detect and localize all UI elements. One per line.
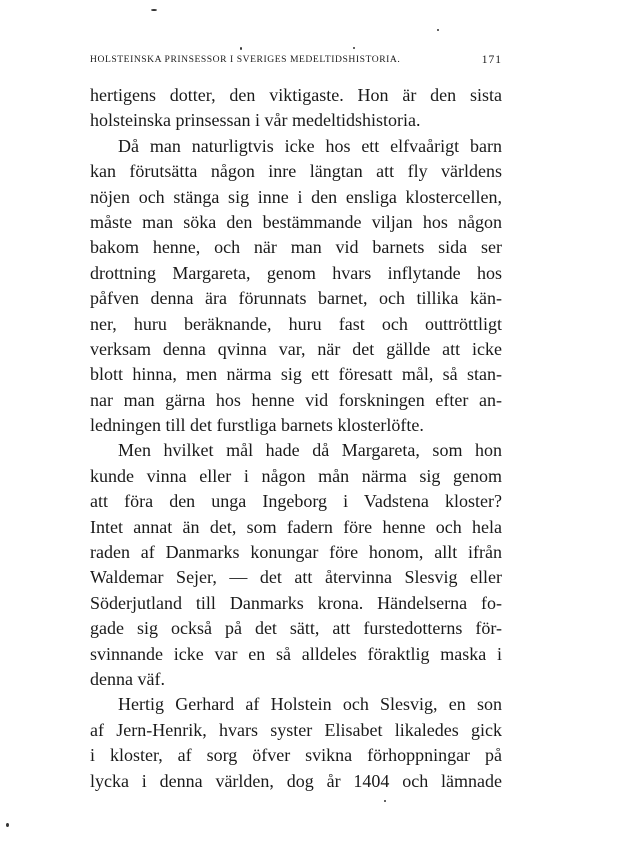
- text-line: i kloster, af sorg öfver svikna förhoppningar på: [90, 745, 502, 766]
- scan-speck: [151, 9, 157, 11]
- scan-speck: [437, 29, 439, 31]
- body-text: [90, 83, 502, 794]
- text-line: nar man gärna hos henne vid forskningen efter an-: [90, 389, 502, 410]
- scan-speck: [353, 47, 355, 49]
- text-line: Då man naturligtvis icke hos ett elfvaårigt barn: [118, 135, 502, 156]
- text-line: Intet annat än det, som fadern före henne och hela: [90, 516, 502, 537]
- scan-speck: [240, 47, 242, 50]
- text-line: Söderjutland till Danmarks krona. Händelserna fo-: [90, 592, 502, 613]
- text-line: gade sig också på det sätt, att furstedotterns för-: [90, 618, 502, 639]
- text-line: denna väf.: [90, 668, 165, 689]
- text-line: holsteinska prinsessan i vår medeltidshistoria.: [90, 110, 421, 131]
- text-line: Waldemar Sejer, — det att återvinna Slesvig eller: [90, 567, 502, 588]
- text-line: bakom henne, och när man vid barnets sida ser: [90, 237, 502, 258]
- text-line: kan förutsätta någon inre längtan att fly världens: [90, 161, 502, 182]
- text-line: raden af Danmarks konungar före honom, allt ifrån: [90, 542, 502, 563]
- page-number: 171: [481, 54, 502, 66]
- text-line: ledningen till det furstliga barnets klosterlöfte.: [90, 415, 424, 436]
- text-line: af Jern-Henrik, hvars syster Elisabet likaledes gick: [90, 719, 502, 740]
- text-line: att föra den unga Ingeborg i Vadstena kloster?: [90, 491, 502, 512]
- text-line: ner, huru beräknande, huru fast och outtröttligt: [90, 313, 502, 334]
- running-header: [90, 52, 502, 68]
- text-line: måste man söka den bestämmande viljan hos någon: [90, 211, 502, 232]
- text-line: drottning Margareta, genom hvars inflytande hos: [90, 262, 502, 283]
- text-line: påfven denna ära förunnats barnet, och tillika kän-: [90, 288, 502, 309]
- text-line: svinnande icke var en så alldeles föraktlig maska i: [90, 643, 502, 664]
- text-line: Men hvilket mål hade då Margareta, som hon: [118, 440, 502, 461]
- text-line: verksam denna qvinna var, när det gällde att icke: [90, 338, 502, 359]
- text-line: Hertig Gerhard af Holstein och Slesvig, en son: [118, 694, 502, 715]
- text-line: blott hinna, men närma sig ett föresatt mål, så stan-: [90, 364, 502, 385]
- text-line: lycka i denna världen, dog år 1404 och lämnade: [90, 770, 502, 791]
- scan-speck: [6, 823, 9, 827]
- text-line: kunde vinna eller i någon mån närma sig genom: [90, 465, 502, 486]
- running-title: HOLSTEINSKA PRINSESSOR I SVERIGES MEDELTIDSHISTORIA.: [90, 54, 401, 65]
- text-line: hertigens dotter, den viktigaste. Hon är den sista: [90, 85, 502, 105]
- text-line: nöjen och stänga sig inne i den ensliga klostercellen,: [90, 186, 502, 207]
- scan-speck: [384, 800, 386, 802]
